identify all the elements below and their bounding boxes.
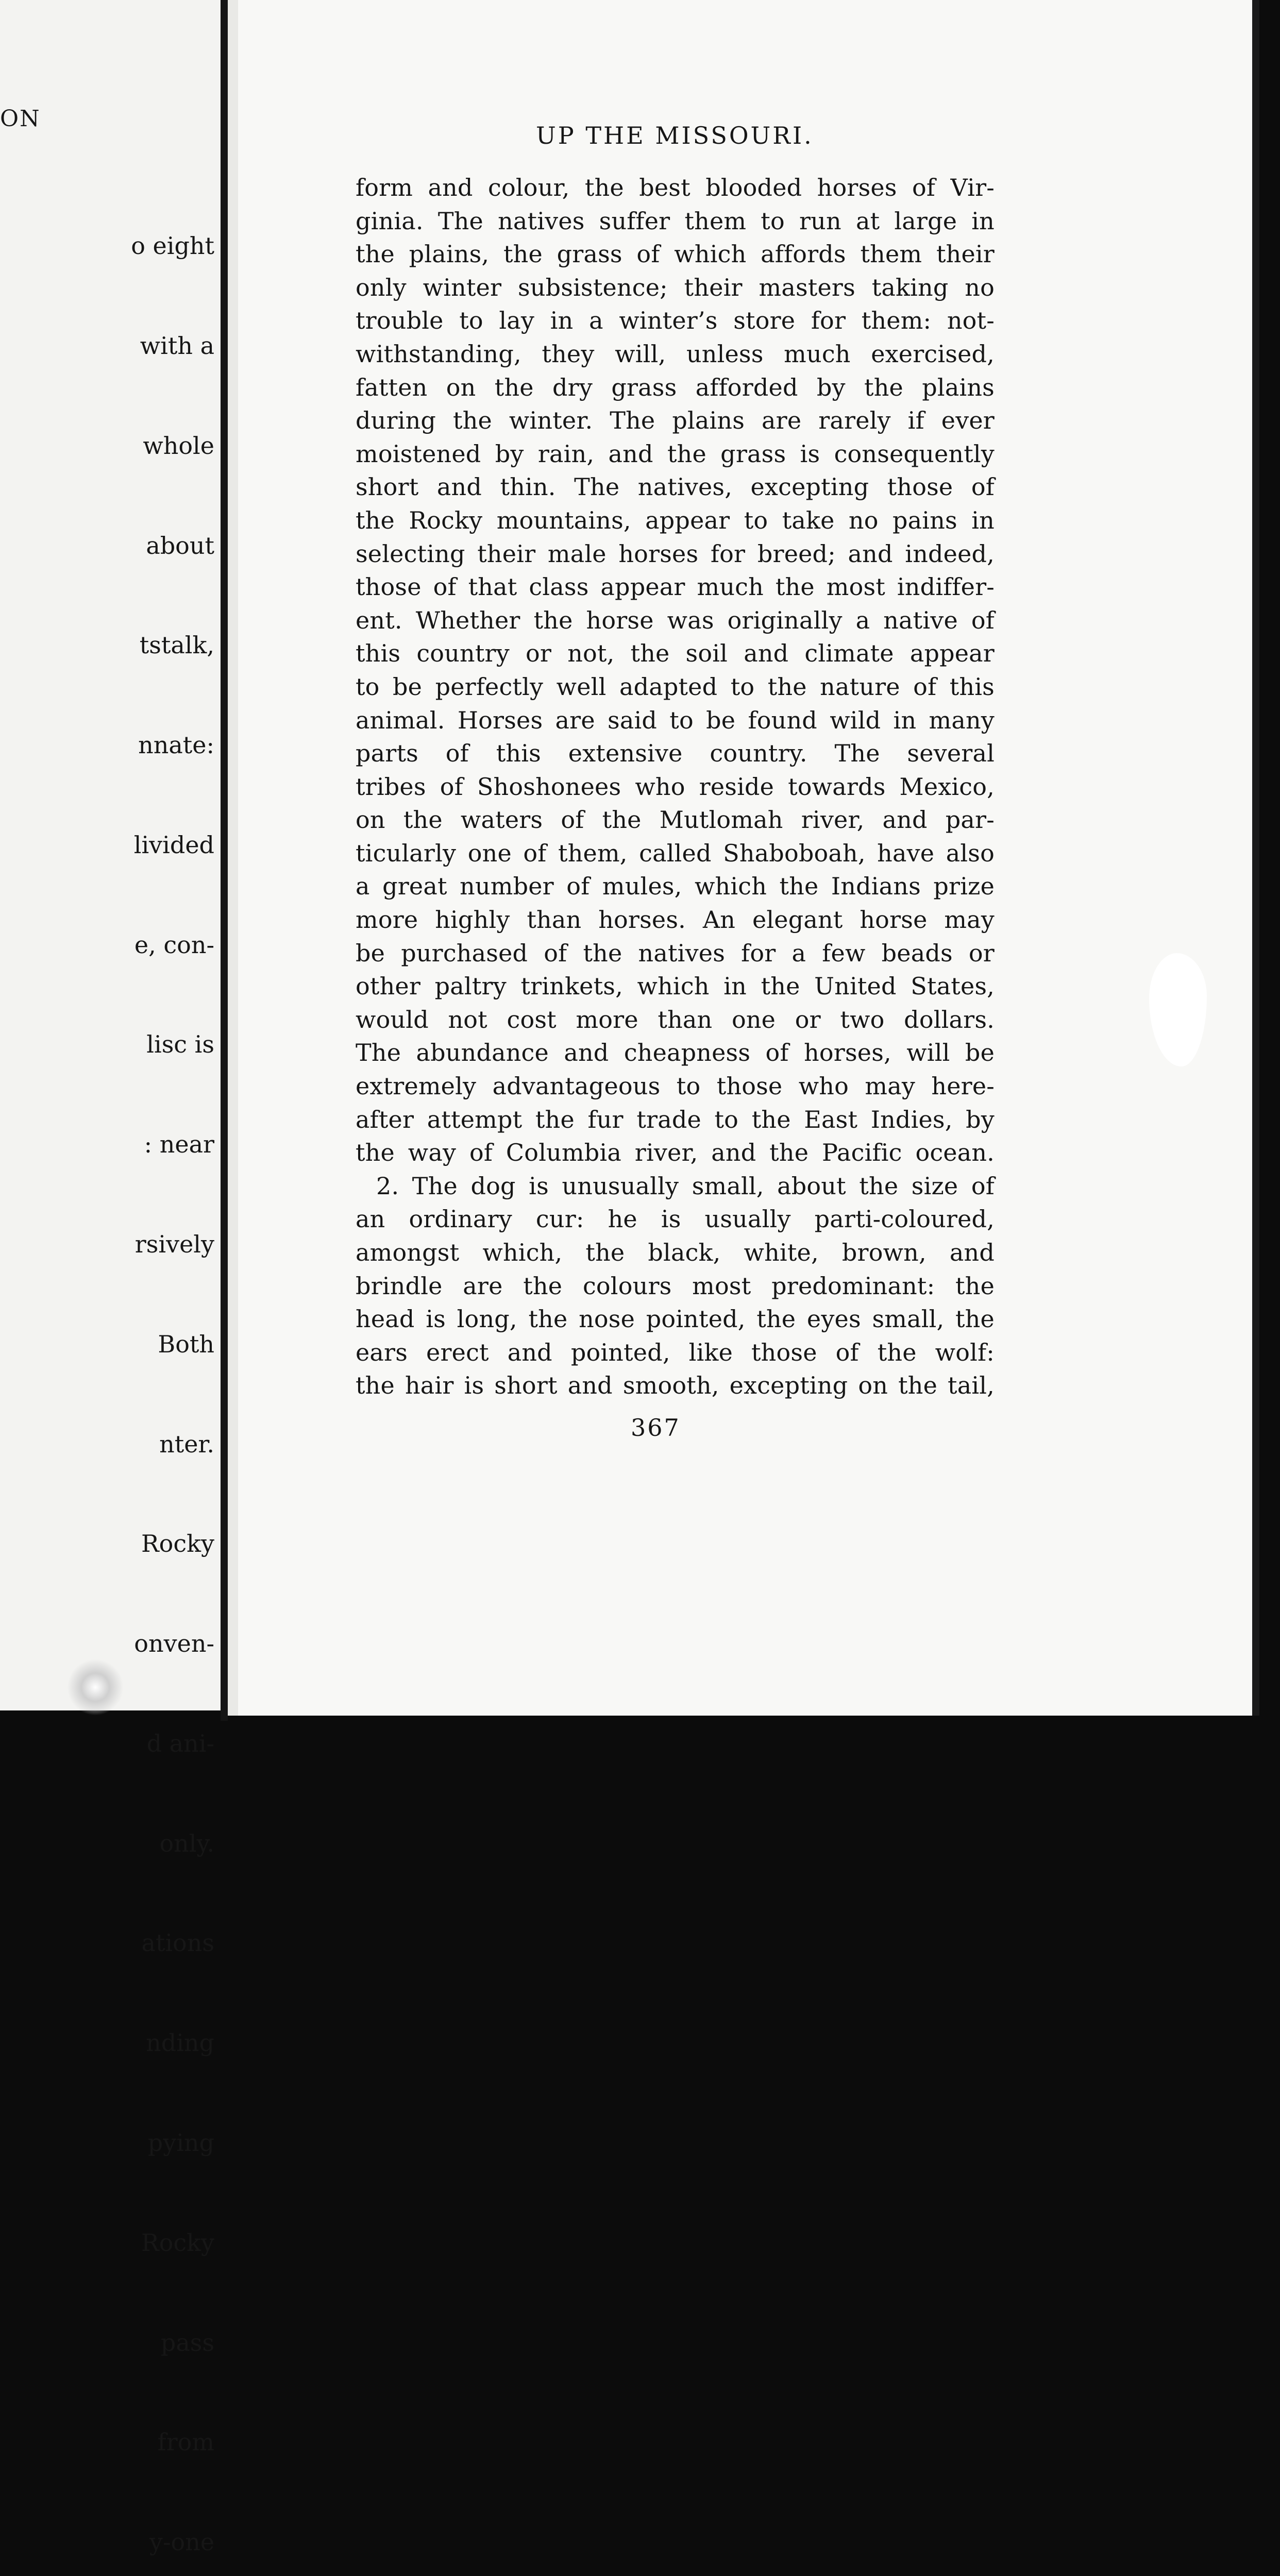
book-gutter <box>228 0 238 1716</box>
text-line: selecting their male horses for breed; and indeed, <box>356 539 995 568</box>
text-line: head is long, the nose pointed, the eyes small, the <box>356 1305 995 1333</box>
left-page <box>0 0 226 2556</box>
text-line: other paltry trinkets, which in the United States, <box>356 972 995 1001</box>
left-line-fragment: nter. <box>159 1430 214 1458</box>
left-line-fragment: from <box>157 2428 214 2456</box>
text-line: the plains, the grass of which affords them their <box>356 240 995 268</box>
left-line-fragment: whole <box>143 431 214 460</box>
text-line: animal. Horses are said to be found wild in many <box>356 706 995 734</box>
text-line: tribes of Shoshonees who reside towards Mexico, <box>356 772 995 801</box>
text-line: an ordinary cur: he is usually parti-coloured, <box>356 1205 995 1233</box>
text-line: the hair is short and smooth, excepting on the tail, <box>356 1371 995 1400</box>
text-line: would not cost more than one or two dollars. <box>356 1005 995 1033</box>
text-line: the way of Columbia river, and the Pacific ocean. <box>356 1139 995 1167</box>
page-edge <box>1252 0 1259 1716</box>
left-line-fragment: : near <box>144 1130 214 1159</box>
text-line: after attempt the fur trade to the East Indies, by <box>356 1105 995 1133</box>
left-line-fragment: pying <box>147 2129 214 2157</box>
text-line: withstanding, they will, unless much exercised, <box>356 340 995 368</box>
text-line: this country or not, the soil and climate appear <box>356 639 995 668</box>
text-line: parts of this extensive country. The several <box>356 739 995 768</box>
text-line: to be perfectly well adapted to the nature of this <box>356 672 995 701</box>
scan-glare-artifact <box>67 1659 124 1716</box>
left-line-fragment: rsively <box>134 1230 214 1258</box>
left-line-fragment: nding <box>146 2029 214 2057</box>
left-line-fragment: livided <box>133 831 214 859</box>
left-line-fragment: Both <box>158 1330 214 1358</box>
left-page-heading-fragment: ON <box>0 106 41 132</box>
left-line-fragment: d ani- <box>146 1729 214 1757</box>
left-line-fragment: about <box>146 531 214 560</box>
text-line: ginia. The natives suffer them to run at large in <box>356 207 995 235</box>
left-line-fragment: with a <box>140 331 214 360</box>
text-line: on the waters of the Mutlomah river, and par- <box>356 806 995 834</box>
text-line: ticularly one of them, called Shaboboah, have also <box>356 839 995 867</box>
page-divider <box>221 0 228 1721</box>
text-line: be purchased of the natives for a few beads or <box>356 939 995 967</box>
left-line-fragment: y-one <box>149 2528 214 2556</box>
left-line-fragment: Rocky <box>141 2228 214 2257</box>
body-text <box>356 171 995 1402</box>
text-line: extremely advantageous to those who may here- <box>356 1072 995 1100</box>
text-line: fatten on the dry grass afforded by the plains <box>356 373 995 401</box>
left-line-fragment: o eight <box>131 232 214 260</box>
text-line: the Rocky mountains, appear to take no pains in <box>356 506 995 534</box>
text-line: brindle are the colours most predominant: the <box>356 1272 995 1300</box>
text-line: amongst which, the black, white, brown, and <box>356 1239 995 1266</box>
text-line: moistened by rain, and the grass is consequently <box>356 439 995 468</box>
running-head: UP THE MISSOURI. <box>536 122 814 149</box>
text-line: form and colour, the best blooded horses of Vir- <box>356 174 995 201</box>
left-line-fragment: e, con- <box>134 930 214 959</box>
left-line-fragment: tstalk, <box>139 631 214 659</box>
left-line-fragment: pass <box>160 2328 214 2357</box>
text-line: trouble to lay in a winter’s store for them: not- <box>356 307 995 335</box>
left-line-fragment: nnate: <box>138 731 214 759</box>
text-line: ears erect and pointed, like those of the wolf: <box>356 1338 995 1366</box>
page-number: 367 <box>631 1414 681 1442</box>
left-line-fragment: onven- <box>134 1630 214 1658</box>
left-line-fragment: Rocky <box>141 1530 214 1558</box>
text-line: only winter subsistence; their masters taking no <box>356 273 995 301</box>
text-line: those of that class appear much the most indiffer- <box>356 573 995 601</box>
text-line: a great number of mules, which the Indians prize <box>356 872 995 901</box>
paragraph-start-line: 2. The dog is unusually small, about the size of <box>376 1172 995 1200</box>
left-line-fragment: ations <box>141 1929 214 1957</box>
left-line-fragment: only. <box>159 1829 214 1857</box>
text-line: The abundance and cheapness of horses, will be <box>356 1039 995 1067</box>
text-line: more highly than horses. An elegant horse may <box>356 906 995 934</box>
left-line-fragment: lisc is <box>146 1030 214 1059</box>
text-line: ent. Whether the horse was originally a native of <box>356 606 995 634</box>
left-page-text-column <box>131 163 214 2576</box>
text-line: during the winter. The plains are rarely if ever <box>356 406 995 435</box>
text-line: short and thin. The natives, excepting those of <box>356 473 995 501</box>
